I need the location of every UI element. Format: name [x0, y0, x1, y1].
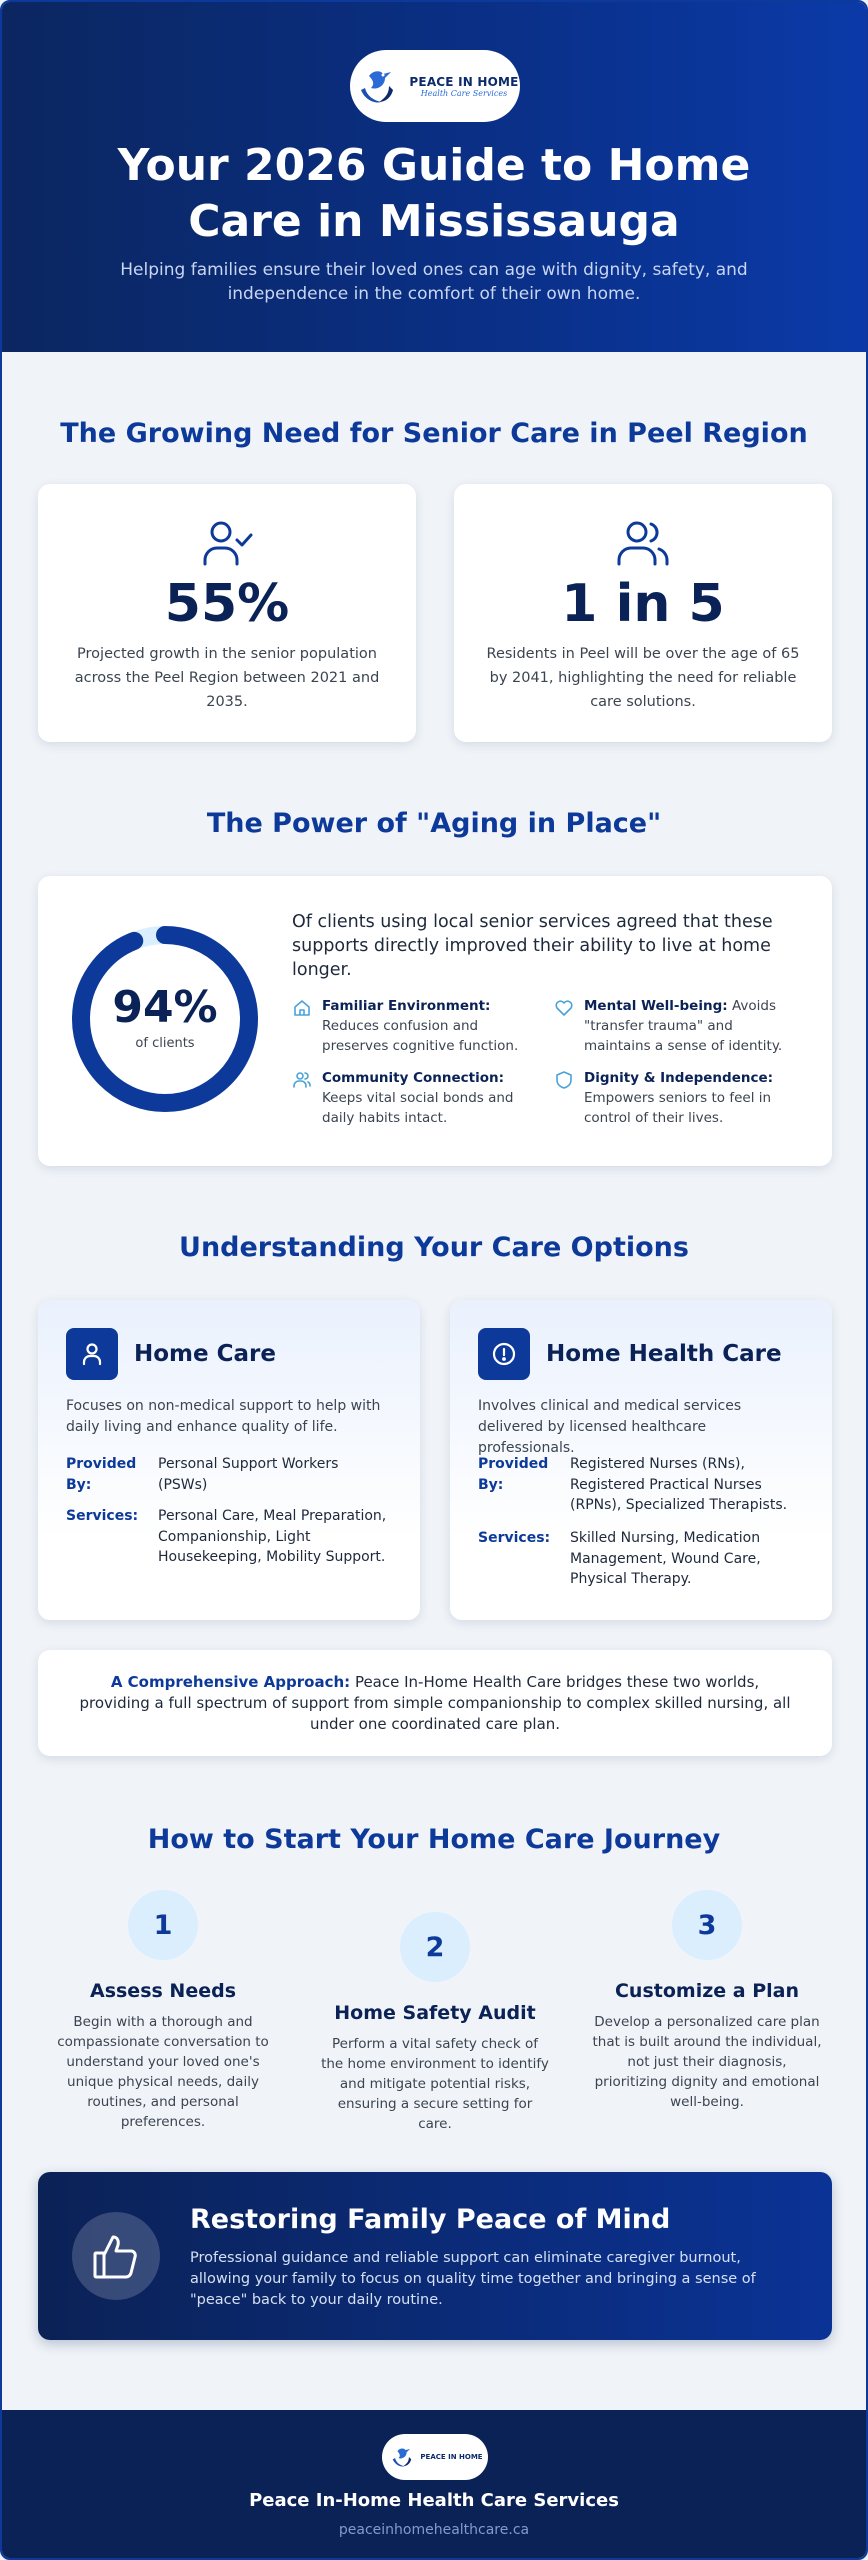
benefit-dignity-independence [554, 1068, 794, 1128]
benefit-title: Dignity & Independence: [584, 1070, 774, 1086]
services-label: Services: [478, 1530, 551, 1546]
footer-company-name: Peace In-Home Health Care Services [249, 2490, 619, 2511]
benefit-text: Avoids "transfer trauma" and maintains a sense of identity. [584, 998, 783, 1054]
stat-card-growth [38, 484, 416, 742]
peace-of-mind-banner [38, 2172, 832, 2340]
users-icon [292, 1070, 312, 1090]
section-title-journey: How to Start Your Home Care Journey [147, 1824, 721, 1855]
logo-line2: Health Care Services [420, 88, 508, 98]
care-option-description: Focuses on non-medical support to help with daily living and enhance quality of life. [66, 1398, 381, 1435]
brand-logo[interactable] [350, 50, 520, 122]
page-title: Your 2026 Guide to Home Care in Mississauga [117, 140, 751, 247]
care-option-title: Home Care [134, 1341, 276, 1367]
alert-circle-icon [478, 1328, 530, 1380]
provided-by-label: Provided By: [66, 1456, 137, 1493]
services-value: Skilled Nursing, Medication Management, Wound Care, Physical Therapy. [570, 1530, 761, 1587]
footer-logo-text: PEACE IN HOME [420, 2453, 483, 2461]
thumbs-up-icon [72, 2212, 160, 2300]
services-value: Personal Care, Meal Preparation, Companionship, Light Housekeeping, Mobility Support. [158, 1508, 387, 1565]
benefit-title: Familiar Environment: [322, 998, 491, 1014]
care-option-home-health-care [450, 1300, 832, 1620]
stat-description: Projected growth in the senior population across the Peel Region between 2021 and 2035. [74, 646, 380, 710]
page-subtitle: Helping families ensure their loved ones can age with dignity, safety, and independence in the comfort of their own home. [120, 260, 748, 304]
user-check-icon [199, 516, 255, 572]
benefit-mental-wellbeing [554, 996, 794, 1056]
benefit-title: Mental Well-being: [584, 998, 728, 1014]
shield-icon [554, 1070, 574, 1090]
dove-hands-logo-icon [351, 60, 403, 112]
users-icon [615, 516, 671, 572]
user-icon [66, 1328, 118, 1380]
benefit-text: Keeps vital social bonds and daily habits intact. [322, 1090, 514, 1126]
aging-lead-text: Of clients using local senior services agreed that these supports directly improved their ability to live at home longer. [292, 912, 773, 980]
comprehensive-approach-card [38, 1650, 832, 1756]
hero-header [2, 2, 866, 352]
section-title-aging-in-place: The Power of "Aging in Place" [206, 808, 662, 839]
step-number: 3 [672, 1890, 742, 1960]
care-option-home-care [38, 1300, 420, 1620]
dove-hands-logo-icon [387, 2442, 417, 2472]
percent-ring [70, 924, 260, 1114]
step-number: 2 [400, 1912, 470, 1982]
step-text: Begin with a thorough and compassionate conversation to understand your loved one's unique physical needs, daily routines, and personal preferences. [57, 2014, 269, 2130]
approach-text: Peace In-Home Health Care bridges these two worlds, providing a full spectrum of support from simple companionship to complex skilled nursing, all under one coordinated care plan. [79, 1673, 791, 1733]
provided-by-label: Provided By: [478, 1456, 549, 1493]
journey-step-2 [310, 1912, 560, 2134]
footer [2, 2410, 866, 2560]
benefit-community-connection [292, 1068, 532, 1128]
step-title: Customize a Plan [614, 1980, 799, 2002]
journey-step-3 [582, 1890, 832, 2112]
step-title: Assess Needs [89, 1980, 237, 2002]
provided-by-value: Registered Nurses (RNs), Registered Practical Nurses (RPNs), Specialized Therapists. [570, 1456, 788, 1513]
approach-label: A Comprehensive Approach: [110, 1673, 351, 1691]
step-text: Perform a vital safety check of the home environment to identify and mitigate potential risks, ensuring a secure setting for care. [321, 2036, 549, 2132]
stat-value: 1 in 5 [561, 574, 725, 634]
journey-step-1 [38, 1890, 288, 2132]
section-title-care-options: Understanding Your Care Options [179, 1232, 689, 1263]
ring-value: 94% [112, 982, 218, 1033]
benefit-title: Community Connection: [322, 1070, 505, 1086]
step-title: Home Safety Audit [334, 2002, 536, 2024]
services-label: Services: [66, 1508, 139, 1524]
ring-label: of clients [135, 1036, 195, 1051]
aging-in-place-card [38, 876, 832, 1166]
banner-title: Restoring Family Peace of Mind [190, 2204, 671, 2235]
stat-value: 55% [164, 574, 290, 634]
logo-line1: PEACE IN HOME [409, 74, 519, 89]
stat-card-residents [454, 484, 832, 742]
section-title-growing-need: The Growing Need for Senior Care in Peel Region [60, 418, 808, 449]
benefit-text: Reduces confusion and preserves cognitive function. [322, 1018, 519, 1054]
heart-icon [554, 998, 574, 1018]
step-number: 1 [128, 1890, 198, 1960]
footer-logo[interactable] [382, 2434, 488, 2480]
home-icon [292, 998, 312, 1018]
banner-text: Professional guidance and reliable support can eliminate caregiver burnout, allowing your family to focus on quality time together and bringing a sense of "peace" back to your daily routine. [190, 2250, 756, 2308]
provided-by-value: Personal Support Workers (PSWs) [158, 1456, 339, 1493]
care-option-title: Home Health Care [546, 1341, 782, 1367]
footer-website-link[interactable]: peaceinhomehealthcare.ca [338, 2522, 530, 2538]
stat-description: Residents in Peel will be over the age of 65 by 2041, highlighting the need for reliable care solutions. [486, 646, 800, 710]
care-option-description: Involves clinical and medical services delivered by licensed healthcare professionals. [478, 1398, 742, 1456]
step-text: Develop a personalized care plan that is built around the individual, not just their diagnosis, prioritizing dignity and emotional well-being. [592, 2014, 822, 2110]
benefit-familiar-environment [292, 996, 532, 1056]
benefit-text: Empowers seniors to feel in control of their lives. [584, 1090, 772, 1126]
